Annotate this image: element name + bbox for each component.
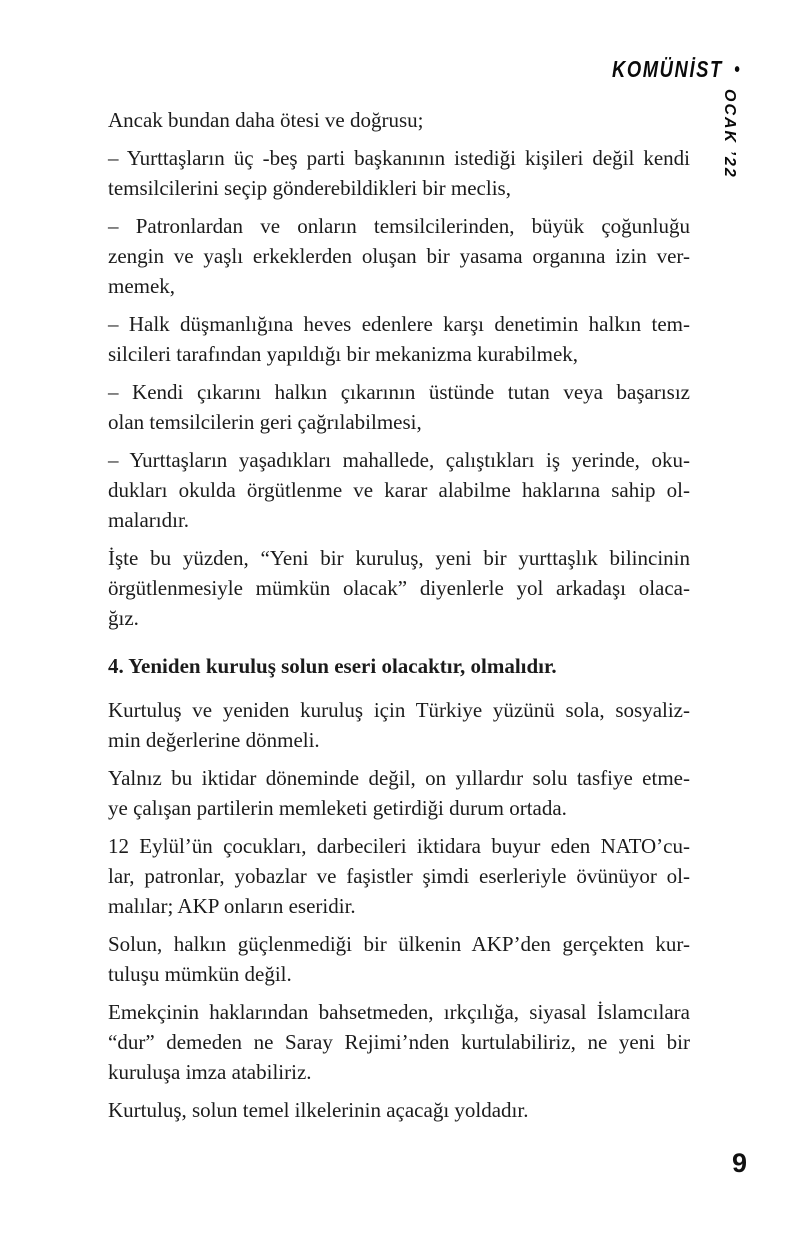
heading-line: 4. Yeniden kuruluş solun eseri olacaktır, olmalıdır. xyxy=(108,654,557,678)
text-line: zengin ve yaşlı erkeklerden oluşan bir yasama organına izin ver- xyxy=(108,244,690,268)
text-line: – Yurttaşların yaşadıkları mahallede, çalıştıkları iş yerinde, oku- xyxy=(108,448,690,472)
section-heading xyxy=(108,651,690,681)
text-line: Solun, halkın güçlenmediği bir ülkenin AKP’den gerçekten kur- xyxy=(108,932,690,956)
text-line: “dur” demeden ne Saray Rejimi’nden kurtulabiliriz, ne yeni bir xyxy=(108,1030,690,1054)
text-line: dukları okulda örgütlenme ve karar alabilme haklarına sahip ol- xyxy=(108,478,690,502)
text-line: malılar; AKP onların eseridir. xyxy=(108,894,356,918)
text-line: kuruluşa imza atabiliriz. xyxy=(108,1060,312,1084)
paragraph xyxy=(108,105,690,135)
text-line: memek, xyxy=(108,274,176,298)
text-line: Kurtuluş, solun temel ilkelerinin açacağı yoldadır. xyxy=(108,1098,529,1122)
text-line: silcileri tarafından yapıldığı bir mekanizma kurabilmek, xyxy=(108,342,579,366)
text-line: – Halk düşmanlığına heves edenlere karşı denetimin halkın tem- xyxy=(108,312,690,336)
paragraph xyxy=(108,695,690,755)
bullet-dot-icon: • xyxy=(734,58,740,81)
paragraph xyxy=(108,445,690,535)
text-line: Ancak bundan daha ötesi ve doğrusu; xyxy=(108,108,424,132)
text-line: İşte bu yüzden, “Yeni bir kuruluş, yeni bir yurttaşlık bilincinin xyxy=(108,546,690,570)
paragraph xyxy=(108,997,690,1087)
paragraph xyxy=(108,831,690,921)
paragraph xyxy=(108,929,690,989)
paragraph xyxy=(108,543,690,633)
text-line: 12 Eylül’ün çocukları, darbecileri iktidara buyur eden NATO’cu- xyxy=(108,834,690,858)
text-line: ye çalışan partilerin memleketi getirdiği durum ortada. xyxy=(108,796,567,820)
paragraph xyxy=(108,211,690,301)
text-line: tuluşu mümkün değil. xyxy=(108,962,292,986)
text-line: ğız. xyxy=(108,606,139,630)
text-line: Emekçinin haklarından bahsetmeden, ırkçılığa, siyasal İslamcılara xyxy=(108,1000,690,1024)
article-body xyxy=(108,0,690,1133)
page-number: 9 xyxy=(731,1148,747,1178)
text-line: lar, patronlar, yobazlar ve faşistler şimdi eserleriyle övünüyor ol- xyxy=(108,864,690,888)
paragraph xyxy=(108,763,690,823)
text-line: – Yurttaşların üç -beş parti başkanının istediği kişileri değil kendi xyxy=(108,146,690,170)
text-line: örgütlenmesiyle mümkün olacak” diyenlerle yol arkadaşı olaca- xyxy=(108,576,690,600)
paragraph xyxy=(108,377,690,437)
text-line: Yalnız bu iktidar döneminde değil, on yıllardır solu tasfiye etme- xyxy=(108,766,690,790)
journal-title: KOMÜNİST xyxy=(612,56,724,82)
paragraph xyxy=(108,309,690,369)
text-line: olan temsilcilerin geri çağrılabilmesi, xyxy=(108,410,422,434)
text-line: Kurtuluş ve yeniden kuruluş için Türkiye yüzünü sola, sosyaliz- xyxy=(108,698,690,722)
text-line: – Kendi çıkarını halkın çıkarının üstünde tutan veya başarısız xyxy=(108,380,690,404)
issue-date-label: OCAK ’22 xyxy=(721,89,738,179)
text-line: – Patronlardan ve onların temsilcilerinden, büyük çoğunluğu xyxy=(108,214,690,238)
text-line: temsilcilerini seçip gönderebildikleri bir meclis, xyxy=(108,176,511,200)
paragraph xyxy=(108,1095,690,1125)
text-line: malarıdır. xyxy=(108,508,190,532)
text-line: min değerlerine dönmeli. xyxy=(108,728,320,752)
paragraph xyxy=(108,143,690,203)
